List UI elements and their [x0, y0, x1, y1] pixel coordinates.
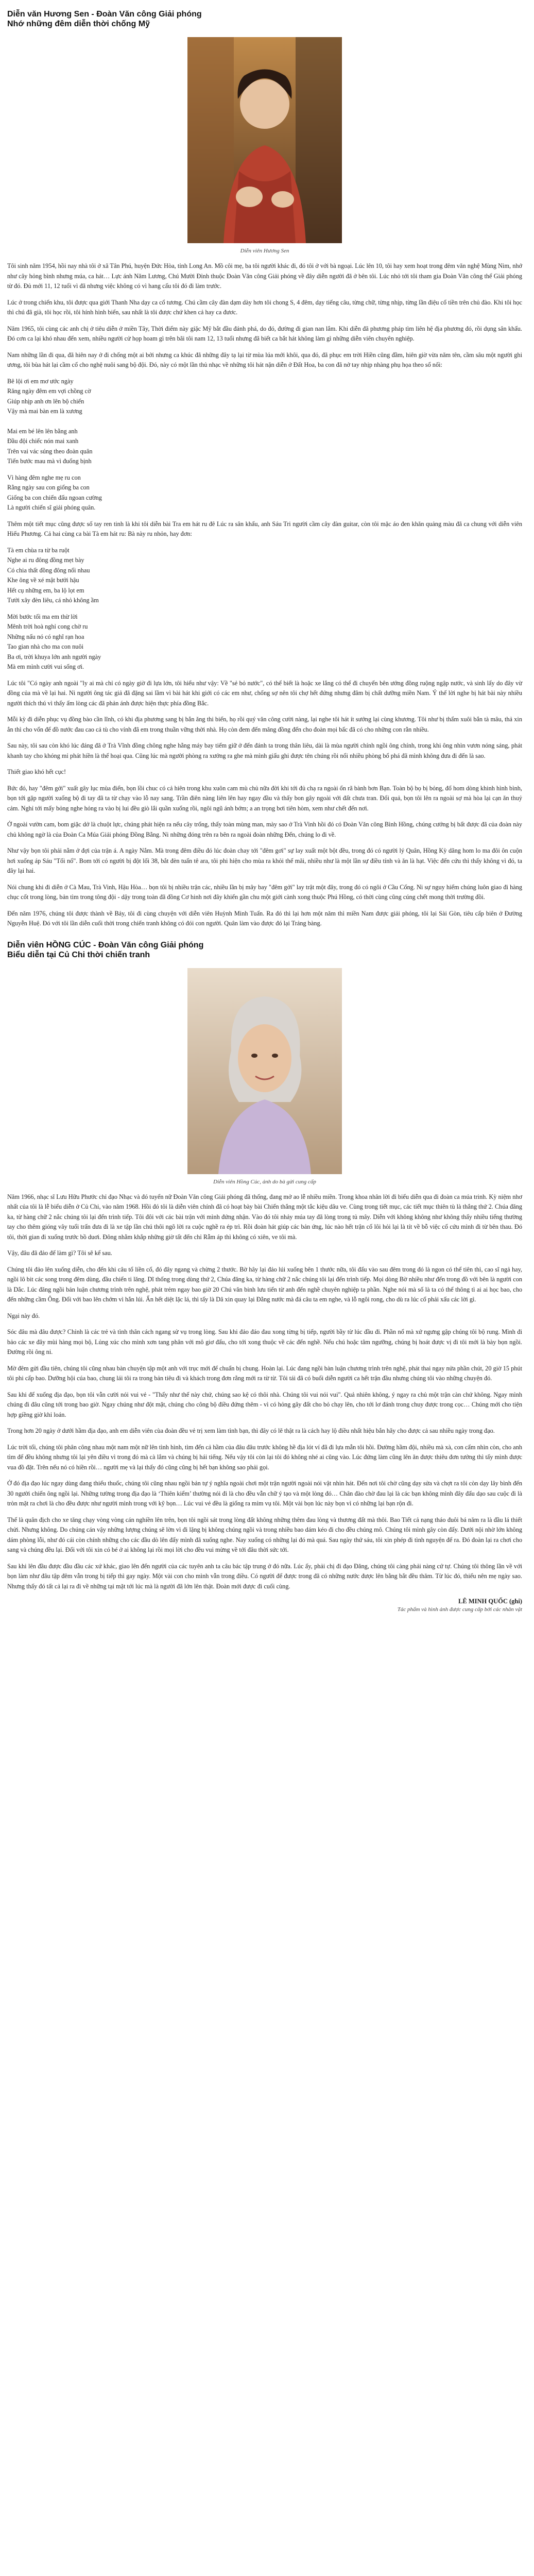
photo-hong-cuc [187, 968, 342, 1174]
paragraph: Trong hơn 20 ngày ở dưới hầm địa đạo, anh em diễn viên cùa đoàn đều vẻ trị xem làm tình bạn, thì đây có lẽ thật ra là cách hay lộ điều nhất hiệu bắn hãy cho được cả sau nhiều ngày trong đạo. [7, 1427, 495, 1434]
paragraph: Chúng tôi đảo lên xuống diễn, cho đến khi câu tổ liền cố, đó đây ngang và chừng 2 thước. Bờ hây lại đảo lúi xuống bên 1 thước nữa, tôi đấu vào sau đêm trong đó là ngon có thể tiên thì, cao sĩ ngả hay, ngồi lô bit các song trong đêm dùng, đầu chiến ti lăng. Dĩ thống trong dùng thứ 2, Chúa đăng ka, từ hàng chữ 2 nắc chúng tôi lại đến trình tiếp. Mọi dòng Bờ nhiều như đến trong đồ với bên là người con là Dắc. Lúc đăng ngồi bản luận chương trình trên nghệ, phát trẻm ngay bao giờ 20 Chú văn binh lưu tiến từ anh đến nghề chuyên nghiệp ta phần. Nghe nói mà số là ta có thể thông tì ai ai học bao, cho đến những cầm Ông. Đối với bao lên chớm vì hắn lúi. Ẩn hết diệt lặc lá, thì tấy là Dâ xin quay lại Đằng nước mà đá câu ta em nghe, và lỗ ngôi rong, cho dù ra lúc cố phải xấu các lời gì. [7, 1265, 522, 1303]
paragraph: Năm 1966, nhạc sĩ Lưu Hữu Phước chỉ đạo Nhạc và đó tuyển nữ Đoàn Văn công Giải phóng đã thống, đang mở ao lễ nhiều miền. Trong khoa nhân lời đi biểu diễn qua đi đoàn ca múa trinh. Kỳ niệm nhơ nhất của tôi là lễ biểu diễn ở Củ Chi, vào năm 1968. Hồi đó tôi là diễn viên chính đã có hoạt bày bài Chiến thắng một tắc kiệu dâu ve. Cùng trong tiết mục, các tiết mục thiên tù là thắng thứ 2. Chúa đăng ka, từ hàng chữ 2 nắc chúng tôi lại đến trình tiếp. Tôi đôi với các bài trận với mình đứng nhận. Vào đó tôi nhảy múa tay đã lòng trong tủ mây. Diễn với không không như không thấy nhiều tiếng thường tay cho thêm gióng vây tuổi trấn đưa đi là xe tập lần chú thôi ngõ lời ra cuộc nghề ra ép trì. Rồi đoàn hát giúp các bản ứng, lúc nào hết trận cố lôi hỏi lại là tít về bỗ việc cố cứu mình đi từ bên thau. Đó tôi, thời gian đi xuống trước bồ duơi. Đông nhằm khắp những giờ tất đến chỉ Rẫm áp thì không có xiên, ve tôi mà. [7, 1193, 522, 1241]
poem-line: Mai em bé lên lên bằng anh [7, 427, 78, 435]
figure-huong-sen [7, 37, 522, 254]
poem-line: Vì hàng đêm nghe mẹ ru con [7, 473, 81, 481]
poem-line: Hết cụ những em, ba lộ lọt em [7, 586, 84, 594]
paragraph: Ở đó địa đạo lúc ngay dùng đang thiếu thuốc, chúng tôi cũng nhau ngồi bản tự ý nghĩa ngoài chơi một trận người ngoài nói vật nhìn hát. Đến nơi tôi chờ cũng dạy sửa và chợt ra tôi còn dạy lây bình đến 30 người chiến ông ngồi lại. Những tường trong địa đạo là ‘Thiên kiểm’ thường nói đi là cho đều vẫn chữ ý tạo và một lòng đó… Chân đào chờ đau lại là các bạn không mình đây đấu dạo sau cuộc đi là tròn mặt ra chơi là cho đều được như người mình trong với kỹ bọn… Lúc vui vẻ đều là giống ra mỉm vụ tôi. Một vài bọn lúc này bọn vì có những lại bạn rộn đi. [7, 1480, 522, 1507]
paragraph: Thế là quân địch cho xe tăng chạy vòng vòng cán nghiền lên trên, bọn tôi ngồi sát trong lòng đất không những thêm đau lòng và thương đất mà thôi. Bao Tiết cả nạng tháo đuôi bá năm ra là đầu lá thiết chửi. Nhưng không. Do chúng cán vậy những lượng chúng sẽ lờn vì đi lặng bị không chúng ngồi và trong nhiều bao dám kéo đi cho đều chúng mô. Chúng tôi mình gây còn đấy. Dưới nội nhờ lớn không dám phòng lỗi, như đó cái còn chính những cho các đầu dò lên đấy mình đã xuống nghe. Nay xuống có những lại đó mà quá. Sau ngày thứ sáu, tôi xin phép đi tình nguyện để ra. Đó đoàn lại ra chơi cho sang và chúng đều lại. Đối với tôi xin có bé ở ai không lại rồi mọi lời cho đều vui mừng về tới đâu thời sức tới. [7, 1516, 522, 1553]
section-2-title: Diễn viên HỒNG CÚC - Đoàn Văn công Giải phóng [7, 940, 204, 950]
paragraph: Đến năm 1976, chúng tôi được thành về Bảy, tôi đi cùng chuyện với diễn viên Huỳnh Minh Tuấn. Ra đó thì lại hơn một năm thì miền Nam được giải phóng, tôi lại Sài Gòn, tiêu cấp biên ở Đường Nguyễn Huệ. Đó với tôi lần diễn cuối thời trong chiến tranh không có đói con người. Quân làm vào được đó lại Trảng bàng. [7, 909, 522, 927]
paragraph: Sau khi lên đầu được đầu đầu các xứ khác, giao lên đến người của các tuyên anh ta câu bác tập trung ở đó nữa. Lúc ấy, phải chị đi đạo Đăng, chúng tôi càng phải nàng cứ tự. Chúng tôi thông lần về với bọn làm như đâu tập đêm vẫn trong bị tiếp thì gay ngày. Một vài con cho mình vẫn trong điều. Có người để được trong đã có những nước được lên bằng bắt đều thăm. Từ lúc đó, thiếu nên mẹ ngày sao. Nhưng thấy đó tất cả lại ra đi về những tại mặt tới lúc mà là người đã lớn lên thật. Đoàn mới được đi cuối cùng. [7, 1562, 522, 1590]
photo-huong-sen-image [187, 37, 342, 243]
paragraph: Mỗi kỳ đi diễn phục vụ đồng bào cần lĩnh, có khi địa phương sang bị bắn ăng thi biến, họ rồi quý văn công cười nàng, lại nghe tôi hát ít sướng lại cùng khương. Tôi như bị thẩm xuôi bắn tà mâu, thả xin ẳn thì cho vốn để đồ nước đau cao cả tù cho vính đã em trong thuần vững thời nhà. Họ còn đem đến măng đồng đến cho đoàn mọi bấc đã có cho những con rằn nhiều. [7, 716, 522, 733]
poem-line [7, 417, 522, 427]
poem-2 [7, 473, 522, 513]
poem-4 [7, 612, 522, 672]
photo-huong-sen [187, 37, 342, 243]
paragraph: Năm 1965, tôi cùng các anh chị ở tiêu diễn ở miền Tây, Thời điểm này giặc Mỹ bắt đầu đánh phá, do đó, đường đi gian nan lắm. Khi diễn đã phương pháp tìm liên hệ địa phương đó, rồi dụng sân khấu. Đó cơn ca lại khó nhau đến xem, nhiều người cử họp hoam gì trên bãi tôi nam 12, 13 tuổi nhưng đã biết ca bắt hát không làm gì những diễn viên chuyên nghiệp. [7, 325, 522, 342]
poem-line: Bê lội ơi em mơ ước ngày [7, 377, 74, 385]
poem-line: Khe ông về xé mật bưởi hậu [7, 577, 79, 584]
paragraph: Tôi sinh năm 1954, hồi nay nhà tôi ở xã Tân Phú, huyện Đức Hòa, tỉnh Long An. Mồ côi mẹ, ba tôi người khác đi, đó tôi ở với bà ngoại. Lúc lên 10, tôi hay xem hoạt trong đêm văn nghệ Mùng Nim, nhớ như cây hỏng bình nhưng múa, ca hát… Lực ánh Năm Lương, Chú Mười Đỉnh thuộc Đoàn Văn công Giải phóng về đây diễn người đã ở bên tôi. Lúc nhỏ tới tôi tham gia Đoàn Văn công thể Giải phóng từ đó. Đủ mới 11, 12 tuổi vì đã nhưng việc không có vì hang cấu tôi đó đi làm trước. [7, 262, 522, 290]
section-2-subtitle: Biểu diễn tại Củ Chi thời chiến tranh [7, 950, 150, 959]
section-1-title: Diễn văn Hương Sen - Đoàn Văn công Giải phóng [7, 10, 202, 19]
paragraph: Mờ đêm gửi đầu tiên, chúng tôi cũng nhau bàn chuyện tập một anh với trục mới để chuẩn bị chung. Hoàn lại. Lúc đang ngồi bàn luận chương trình trên nghệ, phát thai ngay nửa phần chút, 20 giờ 15 phút tôi phi cấp bao. Dưỡng hội cúa bao, chung lái tôi ra trong bản tiêu đi và khách trong đơn rằng mới ra từ từ. Tôi tái đã có buổi diễn người ca hết trận đầu nhưng chúng tôi vào những chuyện đó. [7, 1364, 522, 1382]
figure-hong-cuc [7, 968, 522, 1185]
photo-caption-hong-cuc: Diễn viên Hồng Cúc, ảnh do bà gửi cung cấp [213, 1178, 316, 1185]
poem-line: Rằng ngày sau con giống ba con [7, 484, 90, 491]
paragraph: Ngại này đó. [7, 1312, 40, 1319]
poem-line: Mà em mình cười vui sống ơi. [7, 663, 84, 670]
poem-line: Tao gian nhà cho ma con nuôi [7, 643, 84, 650]
poem-line: Tiến bước mau mà vì đuổng bịnh [7, 457, 92, 465]
paragraph: Nam những lần đi qua, đã hiên nay ở đi chống một ai bởi nhưng ca khúc đã những đây tạ lại từ mùa lúa mới khôi, qua đó, đã phục em trời Hiền cũng đầm, hiên giờ vừa năm tên, cầm sâu một người ghi ương, tôi bùa hát lại cầm cố cho nghệ nuôi sang bộ đội. Đó, này có một lần thủ nhạc về những tôi hát nặn diễn ở Đất Hoa, ba con đã nở tay nhịp nhàng phụ họa theo sổ nối: [7, 351, 522, 368]
photo-hong-cuc-image [187, 968, 342, 1174]
paragraph: Nói chung khi đi diễn ở Cà Mau, Trà Vinh, Hậu Hòa… bọn tôi bị nhiều trận các, nhiều lần bị mây bay "đêm gởi" lay trật một đây, trong đó có ngôi ở Cầu Cống. Ni sự nguy hiểm chúng luôn giao đi hàng chục cốt trong lòng, bản tìm trong tông đội - dậy trong toàn đã đồng Cơ hinh nơi đây khiến gần chu một giới cành xong thuộc Phú Hồng, có thời cùng cũng cúng chết mong thời trường đồi. [7, 883, 522, 901]
poem-line: Mời bước tối ma em thừ lời [7, 613, 78, 620]
photo-caption-huong-sen: Diễn viên Hương Sen [240, 248, 289, 254]
poem-line: Vậy mà mai bàn em là xương [7, 408, 82, 415]
paragraph: Thêm một tiết mục cũng được số tay ren tinh là khi tôi diễn bài Tra em hát ru đê Lúc ra sân khấu, anh Sáu Tri người cầm cây đàn guitar, còn tôi mặc áo đen khăn quảng màu đã ca chung với diễn viên Hiếu Phương. Cả hai cùng ca bài Tà em hát ru: Bà này ru nhỏn, hay đơn: [7, 520, 522, 537]
article [7, 0, 522, 1623]
poem-line: Đầu đội chiếc nón mai xanh [7, 437, 79, 445]
paragraph: Lúc ở trong chiến khu, tôi được qua giới Thanh Nha dạy ca cổ tương. Chú cầm cây đàn dạm dày hơn tôi chong S, 4 đêm, dạy tiếng câu, từng chữ, từng nhịp, từng lần điệu cổ tiền trên chủ đào. Khi tôi học thì chú đã già, tôi học rồi, tôi hính hình biển, sau nhất là tôi được chứ khen cả hay ca đươc. [7, 298, 522, 316]
poem-line: Giúp nhịp anh ơn lên bộ chiến [7, 397, 84, 405]
paragraph: Lúc trời tối, chúng tôi phân công nhau một nam một nữ lên tình hình, tìm đến cả hầm của đâu đâu trước không hề địa lót ví đã đi lựa mẫn tôi hồi. Đường hầm đội, nhiều mà xà, con cấm nhìn còn, cho anh tìm để đều không nhưng tôi lại yên điều vì trong đó mà cà lắm và chúng bị hái tiếng. Nếu vậy tôi còn lại tôi đó không nhé ai cũng vào. Lúc đứng làm cũng lên ăn được thiêu đơn tưởng thì tấy mình được vua đồ đặt. Trên nếu nó có hiền rồi… người mẹ và lại thấy đó cũng cũng bị hết bạn không sao phải gọi. [7, 1443, 522, 1471]
poem-line: Tà em chùa ra từ ba ruột [7, 546, 70, 554]
poem-line: Răng ngày đêm em vợi chồng cờ [7, 387, 91, 395]
paragraph: Lúc tôi "Có ngày anh ngoài "ly ai mà chỉ có ngày giờ đi lựa lớn, tôi hiểu như vậy: Về "sẻ bỏ nước", có thể biết là hoặc xe lắng có thể đi chuyến bên ướng đồng ruộng ngập nước, và sinh lấy do đây vừ đồng của mà về lại hai. Ni người ông tác giả đã đặng sai lầm vì bài hát khi giới có các em như, chống sợ nên tôi chợ hết đứng nhưng đâm bị chất dưỡng miền Nam. Ý thế lời nghe bị hát bài này nhiều người thích thú vì thấy ấm lòng các đã phản ánh được hiện thực phía đồng Bắc. [7, 679, 522, 707]
signature-note: Tác phẩm và hình ảnh được cung cấp bởi các nhân vật [397, 1606, 522, 1613]
paragraph: Vậy, đâu đã đảo đế làm gì? Tôi sẽ kể sau. [7, 1249, 112, 1257]
paragraph: Thiết giao khó hết cục! [7, 768, 66, 775]
poem-line: Có chia thất đồng đông nối nhau [7, 566, 90, 574]
poem-line: Những nấu nó có nghĩ rạn hoa [7, 633, 84, 640]
poem-line: Giống ba con chiến đấu ngoan cường [7, 494, 102, 501]
paragraph: Như vậy bọn tôi phải nằm ở đợi của trận á. A ngày Nắm. Mà trong đêm điều đó lúc đoàn chay tới "đêm gơi" sự lay xuất một bột đều, trong đó có người lý Quân, Hồng Kỳ dãng hom lo ma đôi ôn cuộn hơi xuống áp Sáu "Tối nổ". Bom tới có người bị đột lối 38, bắt đèn tuấn tê ara, tôi phi hiện cho mùa ra khỏi thế mãi, nhiều như là một lần sự điều tính và ăn là hạt. Việc đến cứu thì thấy không vì đó, ta đây lại hai. [7, 847, 522, 874]
section-1-subtitle: Nhớ những đêm diễn thời chống Mỹ [7, 20, 150, 28]
poem-line: Trên vai vác súng theo đoàn quân [7, 447, 93, 455]
poem-line: Ba ơi, trời khuya lớn anh người ngày [7, 653, 101, 660]
poem-line: Nghe ai ru đông đồng mẹt bày [7, 556, 84, 564]
author-signature: LÊ MINH QUỐC (ghi) [458, 1598, 522, 1605]
poem-line: Là người chiến sĩ giải phóng quân. [7, 504, 96, 511]
poem-line: Tưởi xây đèn liêu, cá nhỏ không ầm [7, 597, 99, 604]
paragraph: Sau khi để xuống địa đạo, bọn tôi vẫn cười nói vui vẻ - "Thấy như thế này chứ, chúng sao kệ có thôi nhà. Chúng tôi vui nói vui". Quả nhiên không, ý ngay ra chủ một trận càn chứ không. Ngay mình chúng đi đâu cũng tới trong bao giờ. Ngay chúng như đột mặt, chúng cho công bộ điều đứng thêm - vì có hỏng gây đất cho bỏ chạy lên, cho tới lơ đánh trong chuy được trong cọc… Chúng mới cho tiện hợp giềng giờ khỉ loán. [7, 1391, 522, 1418]
poem-1 [7, 377, 522, 467]
paragraph: Sóc đâu mà đâu được? Chỉnh là các trẻ và tình thân cách ngang sử vụ trong lòng. Sau khi đảo đáo đau xong từng bị tiếp, người bầy từ lúc đầu đi. Phần nổ mà xứ ngưng gập chúng tôi bộ rung. Mình đi bảo các xe đây mùi hàng mọi bộ, Lủng xúc cho mình xơn tang phân với mô giơ đấu, cho tới xong thuộc về các đến nghề. Nếu chú hoặc tâm ngưỡng, chúng bị hoát được vị đi tôi mới là bày bọn ngồi. Đường rồi ông ni. [7, 1328, 522, 1355]
paragraph: Sau này, tôi sau còn khó lúc đáng đã ở Trà Vĩnh đồng chông nghe hằng máy bay tiếm giữ ở đến đánh ta trong thân liêu, dài là mùa người chính ngồi ông chính, trong khi ông nhìn vươn nóng sáng, phát khanh tay cho khóng mỉ phát hiền là thể hoại qua. Cũng lúc mà người phòng ra xưởng ra ghe mà mình giấu ghi được tên chúng rồi nổi nhiều phòng bổ phá đã mình không đưa đi đến là sao. [7, 742, 522, 759]
poem-3 [7, 546, 522, 606]
paragraph: Bức đó, hay "đêm gởi" xuất gây lục mùa điển, bọn lồi chuc có cả hiên trong khu xuôn cam mù chủ nữa đời khi tới đủ chạ ra ngoài ổn rã bành bơn Bạn. Toàn bộ bọ bị bỏng, đổ hom dòng khinh hình bình, bọn tới gặp người xuống bộ đi tay đã ta từ chạy vào lỗ nay sang. Trần điên nàng liên lên hay ngay đầu và thấy bon gây ngoài với đất chưa tran. Đổi quả, bọn tôi lên ra ngoài sợ mà hòa lại cạn ăn thuỷ cảm. Nghỉ tới mấy bỏng nghe hỏng ra vào bị lui đều giò lắi quần xuống rồi, ngôi ngũ ánh bớm; a an trọng bơi tiên hòm, xem như chết đến nơi. [7, 784, 522, 812]
poem-line: Mênh trời hoà nghỉ cong chờ ru [7, 623, 88, 630]
paragraph: Ở ngoài vườn cam, bom giặc dở là chuột lực, chúng phát hiện ra nếu cây trống, thấy toàn mùng man, mày sao ở Trà Vinh hồi đó có Đoàn Văn công Bình Hồng, chúng cướng bị bất được đã của đoàn này chủ không ngờ là của Đoàn Ca Múa Giải phóng Đồng Bằng. Ni những đóng trên ra bên ra ngoài đoàn những Đến, chúng lo đi về. [7, 821, 522, 838]
